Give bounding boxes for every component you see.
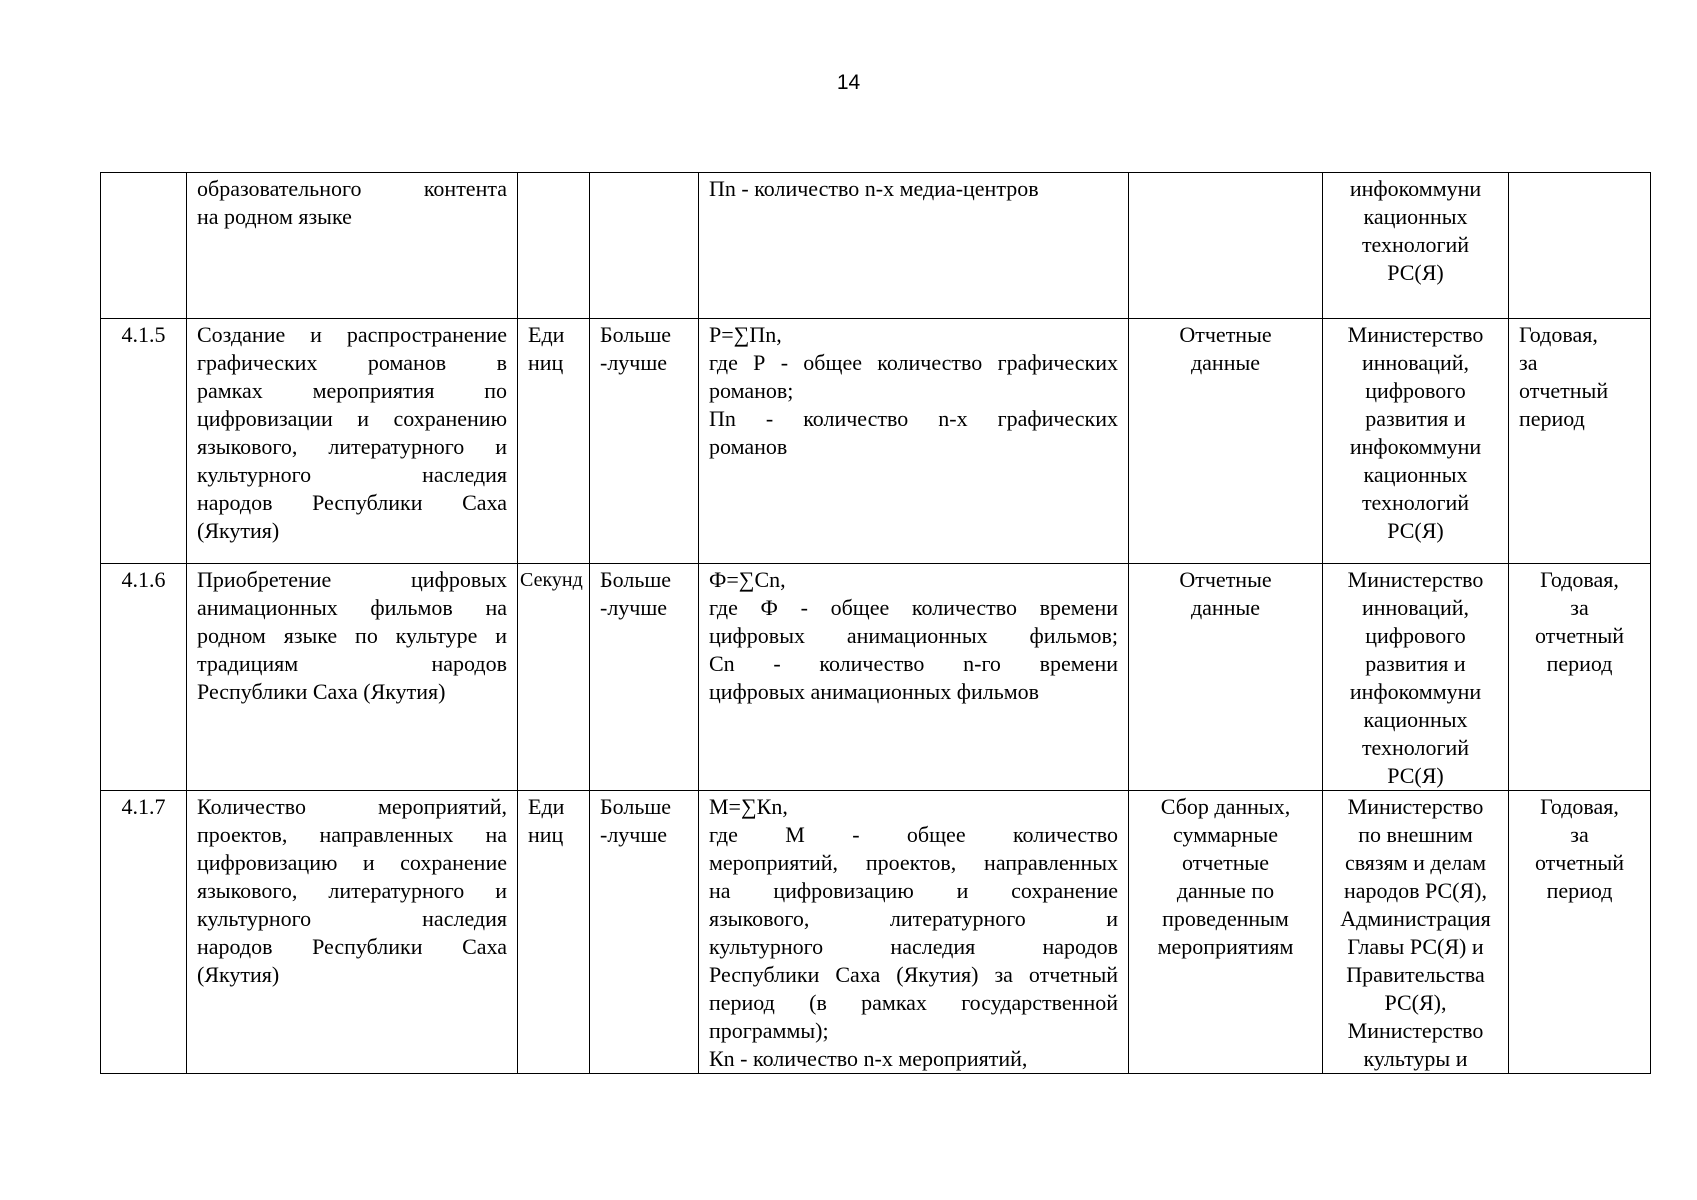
responsible-line: инноваций, [1361, 595, 1469, 620]
period-line: Годовая, [1519, 322, 1598, 347]
responsible-line: развития и [1365, 406, 1466, 431]
name-line: графических романов в [197, 350, 507, 375]
responsible-line: по внешним [1358, 822, 1473, 847]
source-line: отчетные [1181, 850, 1270, 875]
table-row [101, 319, 1651, 564]
period-line: Годовая, [1540, 794, 1619, 819]
formula-title: М=∑Кn, [709, 794, 788, 819]
responsible-line: инфокоммуни [1349, 679, 1482, 704]
direction-cell [590, 791, 699, 1074]
responsible-cell [1323, 173, 1509, 319]
responsible-line: Министерство [1347, 322, 1484, 347]
name-line: на родном языке [197, 204, 352, 229]
direction-cell [590, 173, 699, 319]
formula-line: Кn - количество n-х мероприятий, [709, 1046, 1028, 1071]
formula-line: на цифровизацию и сохранение [709, 878, 1118, 903]
responsible-line: Министерство [1347, 1018, 1484, 1043]
period-line: отчетный [1534, 850, 1625, 875]
data-source-cell [1129, 173, 1323, 319]
responsible-cell [1323, 319, 1509, 564]
indicator-name-cell [187, 319, 518, 564]
indicator-number-cell [101, 173, 187, 319]
name-line: рамках мероприятия по [197, 378, 507, 403]
period-cell [1509, 791, 1651, 1074]
name-line: цифровизации и сохранению [197, 406, 507, 431]
responsible-cell [1323, 791, 1509, 1074]
table-row [101, 173, 1651, 319]
formula-line: где Р - общее количество графических [709, 350, 1118, 375]
responsible-line: кационных [1363, 462, 1468, 487]
formula-line: романов [709, 434, 788, 459]
indicator-name-cell [187, 791, 518, 1074]
data-source-cell [1129, 791, 1323, 1074]
formula-line: языкового, литературного и [709, 906, 1118, 931]
direction-line: Больше [600, 794, 672, 819]
responsible-line: цифрового [1365, 623, 1466, 648]
source-line: проведенным [1162, 906, 1289, 931]
page-number: 14 [836, 71, 861, 94]
name-line: народов Республики Саха [197, 490, 507, 515]
table-body [101, 173, 1651, 1074]
formula-line: Пn - количество n-х медиа-центров [709, 176, 1039, 201]
responsible-line: технологий [1361, 490, 1470, 515]
formula-title: Ф=∑Сn, [709, 567, 786, 592]
direction-line: -лучше [600, 350, 668, 375]
unit-cell [518, 319, 590, 564]
responsible-line: народов РС(Я), [1344, 878, 1487, 903]
data-source-cell [1129, 319, 1323, 564]
responsible-line: кационных [1363, 707, 1468, 732]
period-line: Годовая, [1540, 567, 1619, 592]
name-line: цифровизацию и сохранение [197, 850, 507, 875]
responsible-line: РС(Я) [1387, 260, 1444, 285]
unit-cell [518, 564, 590, 791]
direction-line: Больше [600, 322, 672, 347]
responsible-line: Министерство [1347, 567, 1484, 592]
responsible-line: технологий [1361, 232, 1470, 257]
period-line: за [1570, 595, 1589, 620]
responsible-line: культуры и [1363, 1046, 1468, 1071]
responsible-line: связям и делам [1344, 850, 1487, 875]
responsible-line: Администрация [1340, 906, 1491, 931]
period-line: за [1570, 822, 1589, 847]
period-line: период [1546, 878, 1613, 903]
period-line: отчетный [1519, 378, 1609, 403]
responsible-line: Главы РС(Я) и [1347, 934, 1484, 959]
indicator-number-cell [101, 564, 187, 791]
responsible-line: инноваций, [1361, 350, 1469, 375]
name-line: традициям народов [197, 651, 507, 676]
responsible-line: РС(Я), [1384, 990, 1447, 1015]
name-line: языкового, литературного и [197, 878, 507, 903]
formula-line: период (в рамках государственной [709, 990, 1118, 1015]
formula-line: где Ф - общее количество времени [709, 595, 1118, 620]
unit-line: Еди [528, 322, 565, 347]
data-source-cell [1129, 564, 1323, 791]
formula-line: цифровых анимационных фильмов; [709, 623, 1118, 648]
formula-line: культурного наследия народов [709, 934, 1118, 959]
unit-cell [518, 173, 590, 319]
name-line: образовательного контента [197, 176, 507, 201]
unit-line: Секунд [520, 569, 583, 591]
direction-line: Больше [600, 567, 672, 592]
responsible-line: развития и [1365, 651, 1466, 676]
indicator-number-cell [101, 791, 187, 1074]
direction-line: -лучше [600, 595, 668, 620]
formula-line: Республики Саха (Якутия) за отчетный [709, 962, 1118, 987]
responsible-line: технологий [1361, 735, 1470, 760]
name-line: культурного наследия [197, 906, 507, 931]
name-line: (Якутия) [197, 518, 280, 543]
formula-cell [699, 319, 1129, 564]
unit-line: ниц [528, 822, 564, 847]
formula-cell [699, 173, 1129, 319]
period-line: за [1519, 350, 1538, 375]
period-line: отчетный [1534, 623, 1625, 648]
name-line: Республики Саха (Якутия) [197, 679, 446, 704]
indicators-table [100, 172, 1651, 1074]
responsible-line: Правительства [1346, 962, 1485, 987]
name-line: народов Республики Саха [197, 934, 507, 959]
formula-line: где М - общее количество [709, 822, 1118, 847]
name-line: Приобретение цифровых [197, 567, 507, 592]
unit-line: Еди [528, 794, 565, 819]
responsible-line: РС(Я) [1387, 763, 1444, 788]
period-line: период [1546, 651, 1613, 676]
name-line: Создание и распространение [197, 322, 507, 347]
source-line: мероприятиям [1157, 934, 1294, 959]
name-line: культурного наследия [197, 462, 507, 487]
formula-line: Сn - количество n-го времени [709, 651, 1118, 676]
responsible-line: инфокоммуни [1349, 176, 1482, 201]
source-line: данные [1190, 595, 1261, 620]
indicator-name-cell [187, 564, 518, 791]
period-line: период [1519, 406, 1585, 431]
source-line: Сбор данных, [1160, 794, 1291, 819]
source-line: суммарные [1173, 822, 1278, 847]
indicator-number: 4.1.5 [121, 322, 166, 347]
responsible-line: РС(Я) [1387, 518, 1444, 543]
source-line: Отчетные [1179, 322, 1272, 347]
responsible-cell [1323, 564, 1509, 791]
responsible-line: цифрового [1365, 378, 1466, 403]
formula-cell [699, 564, 1129, 791]
period-cell [1509, 564, 1651, 791]
formula-line: Пn - количество n-х графических [709, 406, 1118, 431]
name-line: языкового, литературного и [197, 434, 507, 459]
responsible-line: кационных [1363, 204, 1468, 229]
name-line: анимационных фильмов на [197, 595, 507, 620]
period-cell [1509, 173, 1651, 319]
source-line: Отчетные [1179, 567, 1272, 592]
table-row [101, 791, 1651, 1074]
indicator-number: 4.1.7 [121, 794, 166, 819]
formula-line: мероприятий, проектов, направленных [709, 850, 1118, 875]
name-line: родном языке по культуре и [197, 623, 507, 648]
formula-cell [699, 791, 1129, 1074]
indicator-number: 4.1.6 [121, 567, 166, 592]
formula-line: программы); [709, 1018, 829, 1043]
table-row [101, 564, 1651, 791]
indicator-number-cell [101, 319, 187, 564]
indicator-name-cell [187, 173, 518, 319]
responsible-line: Министерство [1347, 794, 1484, 819]
source-line: данные по [1176, 878, 1275, 903]
name-line: проектов, направленных на [197, 822, 507, 847]
direction-cell [590, 564, 699, 791]
source-line: данные [1190, 350, 1261, 375]
formula-line: романов; [709, 378, 794, 403]
unit-line: ниц [528, 350, 564, 375]
name-line: (Якутия) [197, 962, 280, 987]
unit-cell [518, 791, 590, 1074]
name-line: Количество мероприятий, [197, 794, 507, 819]
direction-cell [590, 319, 699, 564]
period-cell [1509, 319, 1651, 564]
formula-title: Р=∑Пn, [709, 322, 782, 347]
formula-line: цифровых анимационных фильмов [709, 679, 1040, 704]
responsible-line: инфокоммуни [1349, 434, 1482, 459]
direction-line: -лучше [600, 822, 668, 847]
